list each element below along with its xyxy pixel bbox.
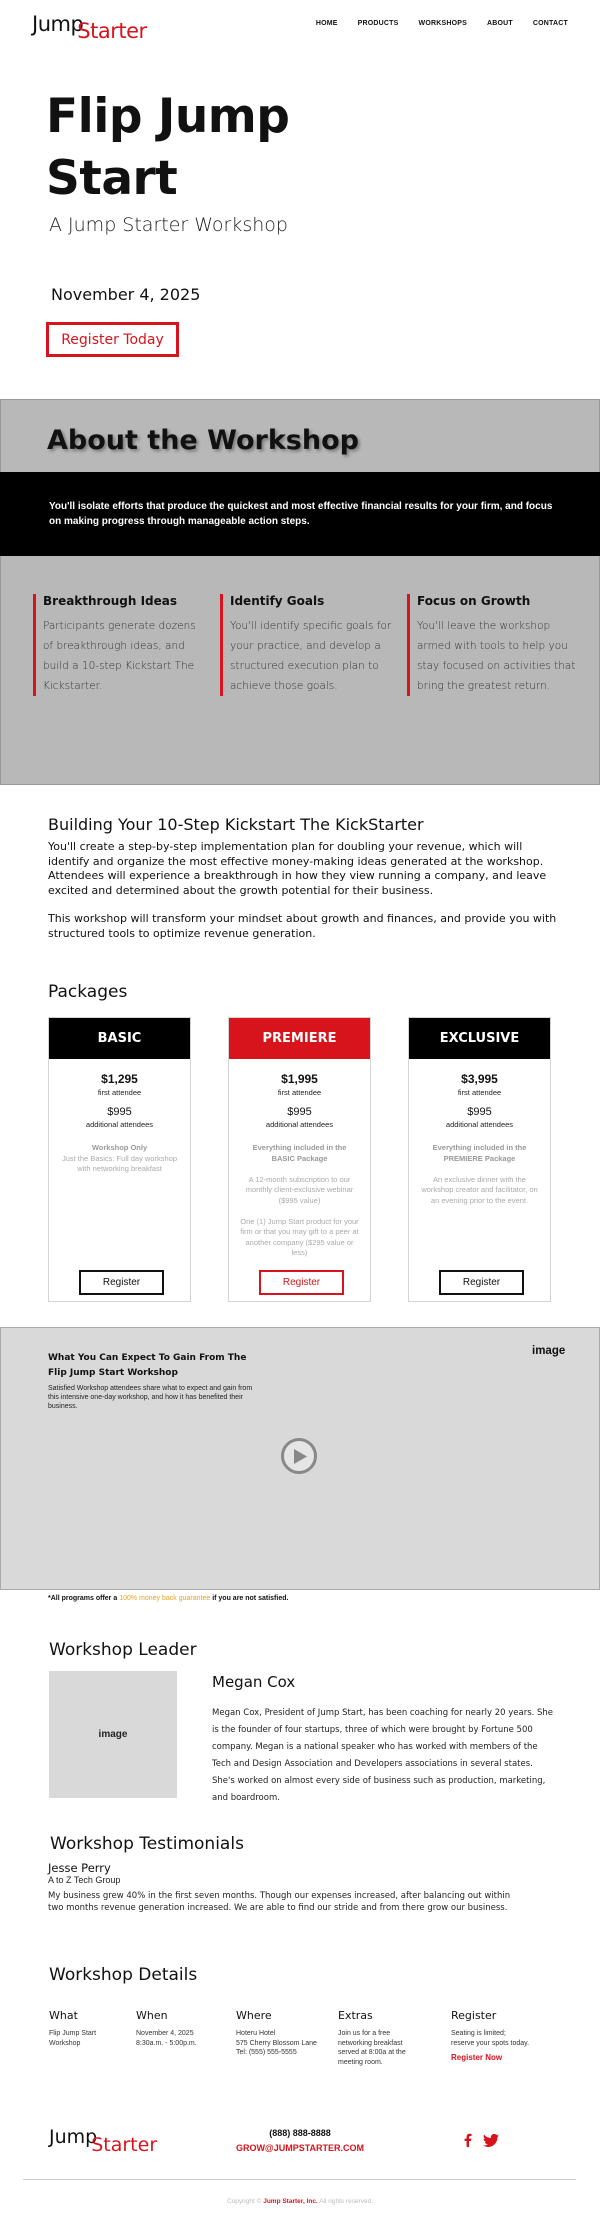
main-nav	[316, 20, 568, 27]
hero-date: November 4, 2025	[51, 285, 201, 304]
package-desc-line: One (1) Jump Start product for your firm or that you may gift to a peer at another company ($295 value or less)	[240, 1216, 359, 1257]
details-line: Seating is limited;	[451, 2030, 506, 2037]
about-column-goals	[220, 594, 392, 696]
building-paragraph-1: You'll create a step-by-step implementation plan for doubling your revenue, which will identify and organize the most effective money-making ideas generated at the workshop. Attendees will experience a breakthrough in how they view running a company, and leave excited and determined about the growth potential for their business.	[48, 840, 547, 897]
package-desc-line: Just the Basics: Full day workshop with networking breakfast	[61, 1153, 178, 1173]
details-heading: Extras	[338, 2009, 373, 2022]
copyright-brand[interactable]: Jump Starter, Inc.	[263, 2198, 318, 2205]
package-price-additional: $995	[287, 1106, 312, 1118]
video-image-label: image	[532, 1345, 566, 1357]
details-what	[49, 2009, 141, 2048]
leader-image: image	[49, 1671, 177, 1798]
package-desc-bold: Everything included in the BASIC Package	[252, 1143, 347, 1163]
package-price-additional-sub: additional attendees	[445, 1120, 514, 1129]
details-line: 8:30a.m. - 5:00p.m.	[136, 2039, 197, 2047]
about-title: About the Workshop	[47, 425, 359, 456]
copyright-prefix: Copyright ©	[226, 2198, 264, 2205]
details-register	[451, 2009, 561, 2063]
package-price: $1,995	[281, 1072, 318, 1086]
twitter-icon[interactable]	[483, 2134, 499, 2152]
package-price-additional: $995	[107, 1106, 132, 1118]
package-desc-bold: Everything included in the PREMIERE Package	[432, 1143, 527, 1163]
testimonial-name: Jesse Perry	[48, 1861, 111, 1875]
package-name: PREMIERE	[229, 1018, 370, 1059]
about-column-growth	[407, 594, 579, 696]
leader-bio: Megan Cox, President of Jump Start, has been coaching for nearly 20 years. She is the founder of four startups, three of which were brought by Fortune 500 company. Megan is a national speaker who has worked with members of the Tech and Design Association and Developers associations in several states. She's worked on almost every side of business such as production, marketing, and boardroom.	[212, 1708, 554, 1803]
details-line: Tel: (555) 555-5555	[236, 2049, 297, 2056]
hero-subtitle: A Jump Starter Workshop	[49, 214, 288, 236]
package-name: BASIC	[49, 1018, 190, 1059]
details-line: Workshop	[49, 2039, 81, 2047]
leader-title: Workshop Leader	[49, 1640, 197, 1660]
details-line: November 4, 2025	[136, 2030, 194, 2037]
package-card-basic	[48, 1017, 191, 1302]
testimonial-company: A to Z Tech Group	[48, 1875, 121, 1885]
details-heading: When	[136, 2009, 168, 2022]
nav-about[interactable]: ABOUT	[487, 20, 513, 27]
footer-divider	[23, 2179, 576, 2180]
about-section	[0, 399, 600, 785]
package-card-exclusive	[408, 1017, 551, 1302]
leader-name: Megan Cox	[212, 1673, 296, 1691]
package-desc-line: An exclusive dinner with the workshop creator and facilitator, on an evening prior to the event.	[421, 1174, 538, 1205]
video-title: What You Can Expect To Gain From The Flip Jump Start Workshop	[48, 1353, 247, 1378]
about-column-breakthrough	[33, 594, 205, 696]
register-today-button[interactable]: Register Today	[46, 322, 179, 357]
register-exclusive-button[interactable]: Register	[439, 1270, 524, 1295]
register-now-link[interactable]: Register Now	[451, 2053, 503, 2062]
about-column-title: Identify Goals	[230, 594, 325, 608]
package-price-sub: first attendee	[97, 1088, 142, 1097]
guarantee-highlight[interactable]: 100% money back guarantee	[119, 1595, 211, 1602]
copyright	[0, 2198, 600, 2205]
package-price: $1,295	[101, 1072, 138, 1086]
guarantee-note	[48, 1595, 288, 1602]
footer-phone[interactable]: (888) 888-8888	[269, 2128, 331, 2138]
package-price: $3,995	[461, 1072, 498, 1086]
packages-title: Packages	[48, 982, 128, 1002]
testimonial-quote: My business grew 40% in the first seven months. Though our expenses increased, after balancing out within two months revenue generation increased. We are able to find our stride and from there grow our business.	[48, 1891, 511, 1913]
logo-starter: Starter	[77, 19, 147, 43]
details-line: meeting room.	[338, 2058, 383, 2066]
nav-contact[interactable]: CONTACT	[532, 20, 568, 27]
details-line: served at 8:00a at the	[338, 2049, 406, 2056]
details-where	[236, 2009, 328, 2058]
logo[interactable]	[32, 12, 153, 43]
details-extras	[338, 2009, 430, 2067]
facebook-icon[interactable]	[463, 2133, 472, 2152]
package-desc-bold: Workshop Only	[91, 1143, 148, 1152]
package-price-additional-sub: additional attendees	[85, 1120, 154, 1129]
guarantee-prefix: *All programs offer a	[48, 1595, 120, 1602]
details-when	[136, 2009, 228, 2048]
package-price-sub: first attendee	[277, 1088, 322, 1097]
register-premiere-button[interactable]: Register	[259, 1270, 344, 1295]
footer-email[interactable]: GROW@JUMPSTARTER.COM	[235, 2143, 365, 2153]
footer-logo-starter: Starter	[91, 2134, 158, 2156]
about-band-text: You'll isolate efforts that produce the quickest and most effective financial results for your firm, and focus on making progress through manageable action steps.	[49, 501, 553, 527]
nav-workshops[interactable]: WORKSHOPS	[418, 20, 467, 27]
package-name: EXCLUSIVE	[409, 1018, 550, 1059]
package-desc-line: A 12-month subscription to our monthly client-exclusive webinar ($995 value)	[245, 1174, 354, 1205]
details-heading: Where	[236, 2009, 272, 2022]
details-line: Flip Jump Start	[49, 2030, 97, 2037]
building-paragraph-2: This workshop will transform your mindset about growth and finances, and provide you with structured tools to optimize revenue generation.	[48, 912, 557, 940]
video-description: Satisfied Workshop attendees share what to expect and gain from this intensive one-day workshop, and how it has benefited their business.	[48, 1385, 253, 1410]
copyright-suffix: All rights reserved.	[317, 2198, 374, 2205]
details-line: Hoteru Hotel	[236, 2030, 276, 2037]
details-line: networking breakfast	[338, 2039, 403, 2047]
nav-products[interactable]: PRODUCTS	[357, 20, 399, 27]
hero-title: Flip Jump Start	[46, 89, 290, 206]
about-column-text: Participants generate dozens of breakthrough ideas, and build a 10-step Kickstart The Kickstarter.	[43, 620, 196, 692]
package-price-sub: first attendee	[457, 1088, 502, 1097]
details-title: Workshop Details	[49, 1965, 198, 1985]
footer-logo-jump: Jump	[49, 2126, 98, 2148]
guarantee-suffix: if you are not satisfied.	[210, 1595, 289, 1602]
details-heading: Register	[451, 2009, 497, 2022]
testimonials-title: Workshop Testimonials	[50, 1834, 244, 1854]
play-icon[interactable]	[281, 1438, 317, 1474]
package-price-additional-sub: additional attendees	[265, 1120, 334, 1129]
details-line: Join us for a free	[338, 2030, 391, 2037]
about-column-text: You'll leave the workshop armed with tools to help you stay focused on activities that bring the greatest return.	[417, 620, 576, 692]
register-basic-button[interactable]: Register	[79, 1270, 164, 1295]
details-heading: What	[49, 2009, 78, 2022]
about-column-title: Breakthrough Ideas	[43, 594, 178, 608]
package-card-premiere	[228, 1017, 371, 1302]
building-title: Building Your 10-Step Kickstart The KickStarter	[48, 815, 424, 834]
package-price-additional: $995	[467, 1106, 492, 1118]
about-column-text: You'll identify specific goals for your practice, and develop a structured execution plan to achieve those goals.	[230, 620, 392, 692]
nav-home[interactable]: HOME	[315, 20, 338, 27]
details-line: reserve your spots today.	[451, 2039, 530, 2047]
logo-jump: Jump	[32, 12, 84, 36]
details-line: 575 Cherry Blossom Lane	[236, 2039, 317, 2047]
about-column-title: Focus on Growth	[417, 594, 531, 608]
